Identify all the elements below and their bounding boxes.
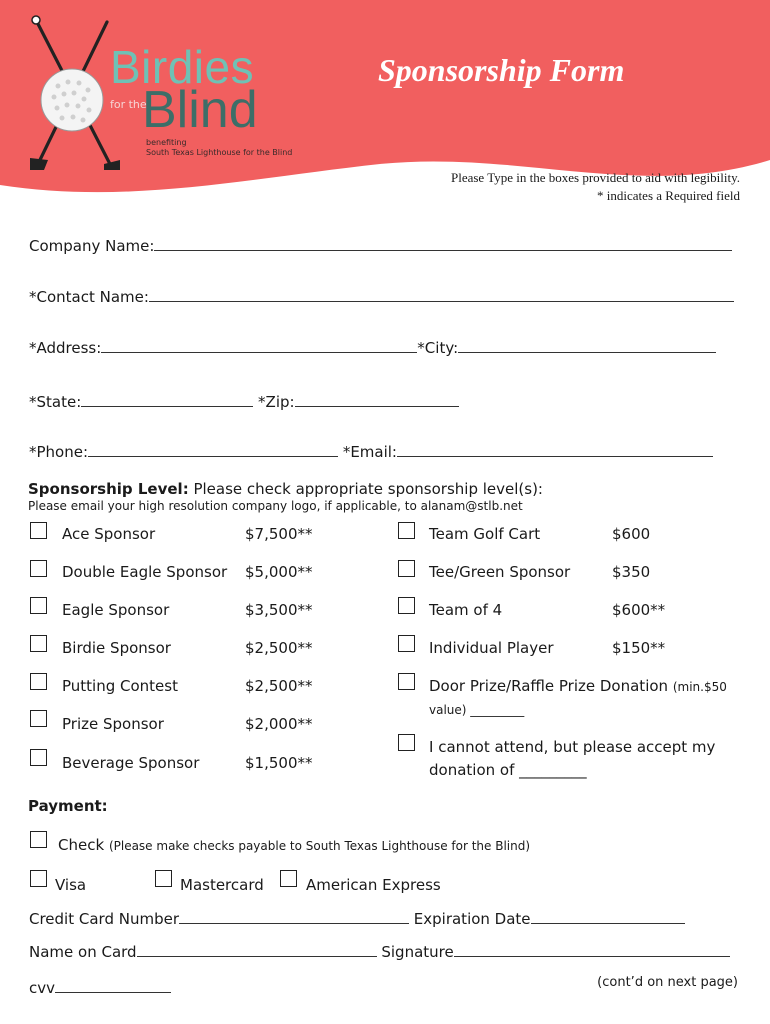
label-putting-contest: Putting Contest (62, 677, 178, 695)
required-note: * indicates a Required field (597, 188, 740, 203)
credit-card-field[interactable] (29, 909, 685, 928)
price-team-golf-cart: $600 (612, 525, 651, 543)
page-title: Sponsorship Form (378, 52, 625, 88)
state-zip-field[interactable] (29, 392, 459, 411)
signature-label: Signature (381, 943, 454, 961)
zip-line[interactable] (295, 392, 459, 407)
brand-org: South Texas Lighthouse for the Blind (146, 148, 293, 158)
email-line[interactable] (397, 442, 713, 457)
price-ace-sponsor: $7,500** (245, 525, 313, 543)
checkbox-mastercard[interactable] (155, 870, 172, 887)
door-prize-text: Door Prize/Raffle Prize Donation (429, 677, 669, 695)
expiration-label: Expiration Date (413, 910, 531, 928)
label-team-golf-cart: Team Golf Cart (429, 525, 541, 543)
label-visa: Visa (55, 876, 87, 894)
checkbox-beverage-sponsor[interactable] (30, 749, 47, 766)
label-individual-player: Individual Player (429, 639, 554, 657)
price-double-eagle-sponsor: $5,000** (245, 563, 313, 581)
checkbox-cannot-attend[interactable] (398, 734, 415, 751)
door-prize-min: (min.$50 (672, 680, 727, 694)
checkbox-eagle-sponsor[interactable] (30, 597, 47, 614)
checkbox-check[interactable] (30, 831, 47, 848)
signature-line[interactable] (454, 942, 730, 957)
label-cannot-attend-1: I cannot attend, but please accept my (429, 738, 716, 756)
legibility-note: Please Type in the boxes provided to aid with legibility. (450, 170, 740, 185)
checkbox-double-eagle-sponsor[interactable] (30, 560, 47, 577)
check-note: (Please make checks payable to South Texas Lighthouse for the Blind) (108, 839, 531, 853)
price-eagle-sponsor: $3,500** (245, 601, 313, 619)
price-team-of-4: $600** (612, 601, 666, 619)
price-tee-green-sponsor: $350 (612, 563, 651, 581)
company-name-field[interactable] (29, 236, 732, 255)
checkbox-individual-player[interactable] (398, 635, 415, 652)
checkbox-american-express[interactable] (280, 870, 297, 887)
phone-label: *Phone: (29, 443, 89, 461)
expiration-line[interactable] (531, 909, 685, 924)
cvv-label: cvv (29, 979, 56, 997)
label-cannot-attend-2: donation of _________ (429, 761, 587, 779)
checkbox-putting-contest[interactable] (30, 673, 47, 690)
city-label: *City: (417, 339, 459, 357)
label-beverage-sponsor: Beverage Sponsor (62, 754, 200, 772)
city-line[interactable] (458, 338, 716, 353)
price-prize-sponsor: $2,000** (245, 715, 313, 733)
label-ace-sponsor: Ace Sponsor (62, 525, 156, 543)
checkbox-team-golf-cart[interactable] (398, 522, 415, 539)
email-label: *Email: (342, 443, 397, 461)
label-check (58, 836, 530, 854)
contact-name-field[interactable] (29, 287, 734, 306)
name-on-card-line[interactable] (137, 942, 377, 957)
contact-name-label: *Contact Name: (29, 288, 149, 306)
door-prize-value: value) _________ (429, 703, 525, 717)
checkbox-door-prize[interactable] (398, 673, 415, 690)
cvv-field[interactable] (29, 978, 171, 997)
checkbox-tee-green-sponsor[interactable] (398, 560, 415, 577)
brand-benefiting (146, 138, 292, 159)
state-label: *State: (29, 393, 82, 411)
label-tee-green-sponsor: Tee/Green Sponsor (429, 563, 571, 581)
checkbox-visa[interactable] (30, 870, 47, 887)
label-eagle-sponsor: Eagle Sponsor (62, 601, 170, 619)
label-mastercard: Mastercard (180, 876, 264, 894)
checkbox-prize-sponsor[interactable] (30, 710, 47, 727)
brand-for-the: for the (110, 98, 147, 111)
label-double-eagle-sponsor: Double Eagle Sponsor (62, 563, 228, 581)
checkbox-ace-sponsor[interactable] (30, 522, 47, 539)
price-putting-contest: $2,500** (245, 677, 313, 695)
price-individual-player: $150** (612, 639, 666, 657)
brand-birdies: Birdies (110, 41, 255, 93)
cc-number-line[interactable] (179, 909, 409, 924)
address-label: *Address: (29, 339, 102, 357)
company-name-line[interactable] (154, 236, 732, 251)
company-name-label: Company Name: (29, 237, 155, 255)
state-line[interactable] (81, 392, 253, 407)
golf-ball-icon (41, 69, 103, 131)
checkbox-team-of-4[interactable] (398, 597, 415, 614)
name-on-card-field[interactable] (29, 942, 730, 961)
name-on-card-label: Name on Card (29, 943, 137, 961)
address-field[interactable] (29, 338, 716, 357)
label-prize-sponsor: Prize Sponsor (62, 715, 164, 733)
label-birdie-sponsor: Birdie Sponsor (62, 639, 171, 657)
sponsorship-instruction: Please check appropriate sponsorship level(s): (193, 480, 543, 498)
checkbox-birdie-sponsor[interactable] (30, 635, 47, 652)
check-text: Check (58, 836, 105, 854)
label-team-of-4: Team of 4 (429, 601, 503, 619)
contact-name-line[interactable] (149, 287, 734, 302)
zip-label: *Zip: (258, 393, 295, 411)
sponsorship-heading: Sponsorship Level: (28, 480, 189, 498)
continued-note: (cont’d on next page) (597, 975, 738, 990)
price-beverage-sponsor: $1,500** (245, 754, 313, 772)
brand-benefiting-label: benefiting (146, 138, 187, 147)
phone-email-field[interactable] (29, 442, 713, 461)
phone-line[interactable] (88, 442, 338, 457)
logo-note: Please email your high resolution company logo, if applicable, to alanam@stlb.net (28, 499, 523, 513)
label-door-prize (429, 677, 727, 695)
price-birdie-sponsor: $2,500** (245, 639, 313, 657)
sponsorship-heading-row (28, 480, 543, 498)
brand-blind: Blind (142, 81, 258, 139)
payment-heading: Payment: (28, 797, 108, 815)
address-line[interactable] (101, 338, 417, 353)
label-american-express: American Express (306, 876, 441, 894)
cvv-line[interactable] (55, 978, 171, 993)
cc-number-label: Credit Card Number (29, 910, 179, 928)
